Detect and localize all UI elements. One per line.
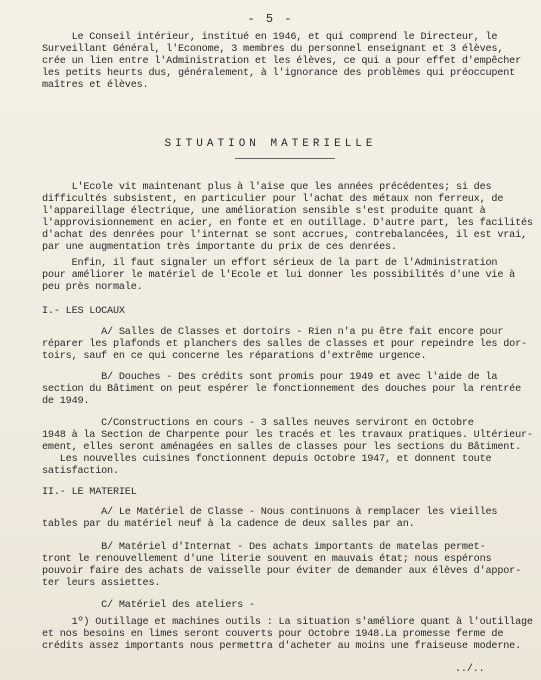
s1c-line: C/Constructions en cours - 3 salles neuves serviront en Octobre [42, 418, 474, 429]
s1c-line: satisfaction. [42, 466, 119, 477]
section-title: SITUATION MATERIELLE [164, 138, 377, 150]
s1b-line: de 1949. [42, 396, 90, 407]
s2b-line: pouvoir faire des achats de vaisselle pour éviter de demander aux élèves d'appor- [42, 566, 521, 577]
s1a-line: toirs, sauf en ce qui concerne les réparations d'extrême urgence. [42, 351, 427, 362]
s2c1-line: crédits assez importants nous permettra d'acheter au moins une fraiseuse moderne. [42, 641, 521, 652]
continuation-mark: ../.. [455, 664, 485, 675]
para2-line: pour améliorer le matériel de l'Ecole et lui donner les possibilités d'une vie à [42, 270, 516, 281]
heading-le-materiel: II.- LE MATERIEL [42, 487, 137, 498]
intro-line: Surveillant Général, l'Econome, 3 membres du personnel enseignant et 3 élèves, [42, 44, 504, 55]
s1a-line: réparer les plafonds et planchers des salles de classes et pour repeindre les dor- [42, 339, 527, 350]
page-number: - 5 - [247, 12, 294, 26]
heading-les-locaux: I.- LES LOCAUX [42, 306, 125, 317]
para2-line: peu près normale. [42, 282, 143, 293]
s1c-line: 1948 à la Section de Charpente pour les tracés et les travaux pratiques. Ultérieur- [42, 430, 533, 441]
intro-line: crée un lien entre l'Administration et les élèves, ce qui a pour effet d'empêcher [42, 56, 521, 67]
paragraph-materiel-ateliers: C/ Matériel des ateliers - [42, 600, 255, 611]
s2b-line: tront le renouvellement d'une literie souvent en mauvais état; nous espérons [42, 554, 492, 565]
s2c1-line: et nos besoins en limes seront couverts pour Octobre 1948.La promesse ferme de [42, 629, 504, 640]
s1b-line: section du Bâtiment on peut espérer le fonctionnement des douches pour la rentrée [42, 384, 521, 395]
para2-line: Enfin, il faut signaler un effort sérieux de la part de l'Administration [42, 258, 498, 269]
para1-line: l'appareillage électrique, une amélioration sensible s'est produite quant à [42, 206, 486, 217]
para1-line: l'approvisionnement en acier, en fonte et en outillage. D'autre part, les facilités [42, 218, 533, 229]
s2a-line: A/ Le Matériel de Classe - Nous continuons à remplacer les vieilles [42, 507, 498, 518]
para1-line: d'achat des denrées pour l'internat se sont accrues, contrebalancées, il est vrai, [42, 230, 527, 241]
s2c1-line: 1º) Outillage et machines outils : La situation s'améliore quant à l'outillage [42, 617, 533, 628]
s1b-line: B/ Douches - Des crédits sont promis pour 1949 et avec l'aide de la [42, 372, 498, 383]
s2b-line: B/ Matériel d'Internat - Des achats importants de matelas permet- [42, 542, 486, 553]
intro-line: maîtres et élèves. [42, 80, 149, 91]
para1-line: difficultés subsistent, en particulier pour l'achat des métaux non ferreux, de [42, 194, 504, 205]
s1a-line: A/ Salles de Classes et dortoirs - Rien n'a pu être fait encore pour [42, 327, 504, 338]
s1c-line: ement, elles seront aménagées en salles de classes pour les sections du Bâtiment. [42, 442, 521, 453]
s1c-line: Les nouvelles cuisines fonctionnent depuis Octobre 1947, et donnent toute [42, 454, 492, 465]
para1-line: L'Ecole vit maintenant plus à l'aise que les années précédentes; si des [42, 182, 492, 193]
para1-line: par une augmentation très importante du prix de ces denrées. [42, 242, 397, 253]
s2a-line: tables par du matériel neuf à la cadence de deux salles par an. [42, 519, 415, 530]
title-underline [235, 158, 335, 159]
s2b-line: ter leurs assiettes. [42, 578, 161, 589]
intro-line: Le Conseil intérieur, institué en 1946, et qui comprend le Directeur, le [42, 32, 498, 43]
intro-line: les petits heurts dus, généralement, à l'ignorance des problèmes qui préoccupent [42, 68, 516, 79]
